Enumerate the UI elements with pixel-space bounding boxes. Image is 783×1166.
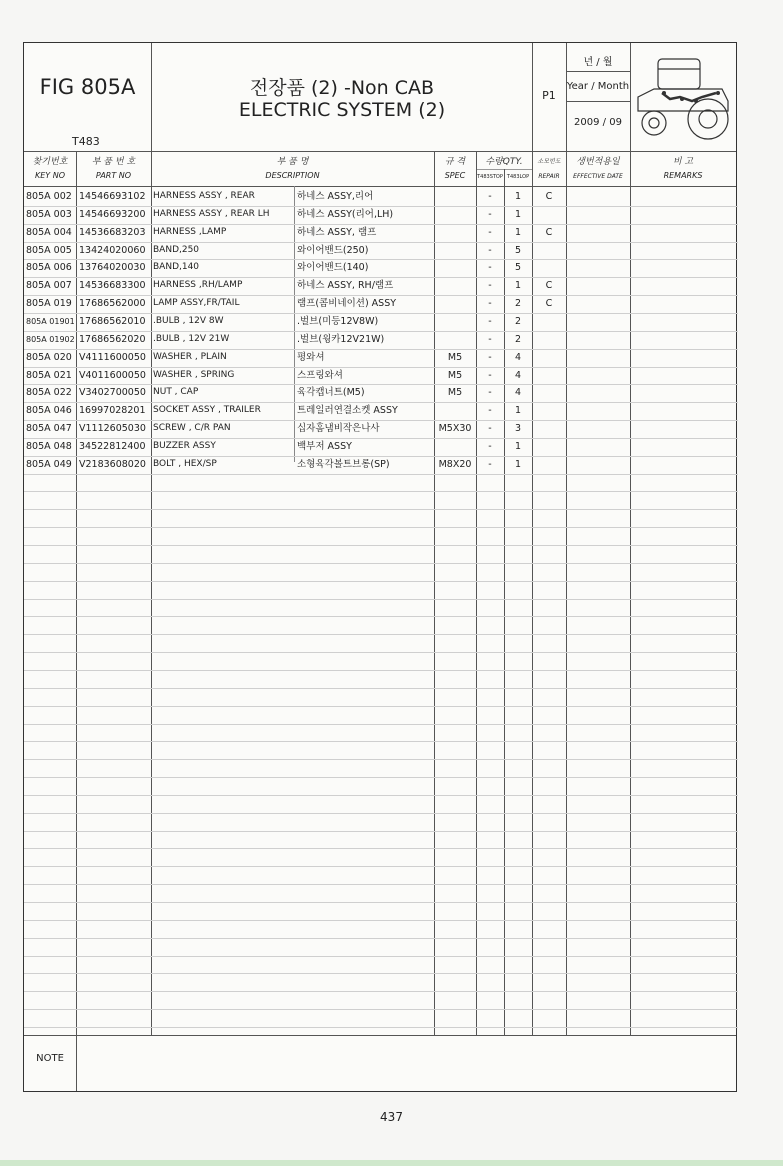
cell-part: 14546693102 bbox=[79, 191, 146, 202]
cell-desc-en: HARNESS ,RH/LAMP bbox=[153, 280, 243, 291]
cell-desc-ko: 램프(콤비네이션) ASSY bbox=[297, 298, 397, 310]
cell-desc-en: WASHER , SPRING bbox=[153, 369, 235, 380]
cell-q2: 4 bbox=[514, 387, 522, 399]
cell-desc-ko: 하네스 ASSY(리어,LH) bbox=[297, 208, 394, 220]
cell-q1: - bbox=[488, 315, 492, 327]
cell-q1: - bbox=[488, 333, 492, 345]
cell-q1: - bbox=[488, 440, 492, 452]
tractor-icon bbox=[632, 49, 736, 147]
cell-q2: 1 bbox=[514, 440, 522, 452]
cell-repair: C bbox=[545, 226, 553, 238]
col-key-ko: 찾기번호 bbox=[32, 157, 68, 167]
row-divider bbox=[24, 1027, 738, 1028]
cell-q1: - bbox=[488, 405, 492, 417]
cell-part: V1112605030 bbox=[79, 423, 146, 435]
cell-key: 805A 021 bbox=[26, 369, 72, 381]
cell-key: 805A 022 bbox=[26, 387, 72, 399]
row-divider bbox=[24, 884, 738, 885]
cell-key: 805A 007 bbox=[26, 280, 72, 292]
year-month-value: 2009 / 09 bbox=[574, 117, 622, 128]
cell-key: 805A 004 bbox=[26, 226, 72, 238]
col-key-en: KEY NO bbox=[34, 171, 65, 180]
cell-part: V4011600050 bbox=[79, 369, 146, 381]
row-divider bbox=[24, 706, 738, 707]
cell-repair: C bbox=[545, 298, 553, 310]
cell-desc-en: SCREW , C/R PAN bbox=[153, 423, 231, 434]
row-divider bbox=[24, 777, 738, 778]
cell-key: 805A 006 bbox=[26, 262, 72, 274]
cell-desc-en: BUZZER ASSY bbox=[153, 440, 216, 451]
cell-desc-ko: 와이어밴드(250) bbox=[297, 244, 369, 256]
cell-desc-en: .BULB , 12V 21W bbox=[153, 333, 230, 344]
row-divider bbox=[24, 563, 738, 564]
cell-repair: C bbox=[545, 280, 553, 292]
row-divider bbox=[24, 545, 738, 546]
row-divider bbox=[24, 920, 738, 921]
row-divider bbox=[24, 866, 738, 867]
cell-key: 805A 020 bbox=[26, 351, 72, 363]
page-label: P1 bbox=[542, 89, 556, 102]
cell-q2: 2 bbox=[514, 333, 522, 345]
row-divider bbox=[24, 1009, 738, 1010]
cell-q1: - bbox=[488, 244, 492, 256]
row-divider bbox=[24, 474, 738, 475]
cell-desc-ko: .벌브(윙카12V21W) bbox=[297, 333, 385, 345]
cell-key: 805A 01901 bbox=[26, 316, 75, 326]
cell-q2: 1 bbox=[514, 226, 522, 238]
cell-q1: - bbox=[488, 191, 492, 202]
row-divider bbox=[24, 652, 738, 653]
row-divider bbox=[24, 527, 738, 528]
cell-desc-ko: 와이어밴드(140) bbox=[297, 262, 369, 274]
cell-q1: - bbox=[488, 369, 492, 381]
cell-q2: 4 bbox=[514, 369, 522, 381]
cell-desc-ko: 하네스 ASSY, 램프 bbox=[297, 226, 377, 238]
cell-q2: 5 bbox=[514, 244, 522, 256]
row-divider bbox=[24, 509, 738, 510]
figure-number: FIG 805A bbox=[39, 75, 136, 99]
parts-sheet bbox=[23, 42, 737, 1092]
row-divider bbox=[24, 813, 738, 814]
cell-q1: - bbox=[488, 226, 492, 238]
row-divider bbox=[24, 599, 738, 600]
cell-q1: - bbox=[488, 458, 492, 470]
cell-q2: 1 bbox=[514, 191, 522, 202]
row-divider bbox=[24, 759, 738, 760]
col-part-en: PART NO bbox=[95, 171, 132, 180]
cell-desc-en: BAND,250 bbox=[153, 244, 200, 255]
col-part-ko: 부 품 번 호 bbox=[91, 157, 136, 167]
col-qty-sub1: T483STOP bbox=[477, 174, 503, 180]
row-divider bbox=[24, 831, 738, 832]
cell-part: 14536683300 bbox=[79, 280, 146, 292]
cell-q1: - bbox=[488, 298, 492, 310]
cell-desc-en: BAND,140 bbox=[153, 262, 200, 273]
cell-q1: - bbox=[488, 280, 492, 292]
cell-desc-en: NUT , CAP bbox=[153, 387, 199, 398]
row-divider bbox=[24, 902, 738, 903]
cell-q1: - bbox=[488, 351, 492, 363]
row-divider bbox=[24, 688, 738, 689]
col-eff-en: EFFECTIVE DATE bbox=[573, 173, 623, 180]
cell-desc-ko: 육각캡너트(M5) bbox=[297, 387, 365, 399]
cell-part: V4111600050 bbox=[79, 351, 146, 363]
cell-q2: 3 bbox=[514, 423, 522, 435]
cell-part: V3402700050 bbox=[79, 387, 146, 399]
cell-part: 14536683203 bbox=[79, 226, 146, 238]
cell-desc-ko: 소형육각볼트브롱(SP) bbox=[297, 458, 390, 470]
cell-key: 805A 005 bbox=[26, 244, 72, 256]
cell-key: 805A 046 bbox=[26, 405, 72, 417]
cell-q2: 2 bbox=[514, 315, 522, 327]
row-divider bbox=[24, 848, 738, 849]
col-qty-sub2: T483LOP bbox=[506, 174, 530, 180]
col-spec-en: SPEC bbox=[444, 171, 466, 180]
cell-q2: 1 bbox=[514, 280, 522, 292]
cell-desc-ko: 평와셔 bbox=[297, 351, 325, 363]
cell-key: 805A 047 bbox=[26, 423, 72, 435]
row-divider bbox=[24, 724, 738, 725]
col-desc-ko: 부 품 명 bbox=[276, 157, 309, 167]
cell-desc-en: HARNESS ASSY , REAR bbox=[153, 191, 255, 201]
cell-desc-ko: .벌브(미등12V8W) bbox=[297, 315, 379, 327]
cell-desc-ko: 백부저 ASSY bbox=[297, 440, 352, 452]
cell-desc-ko: 하네스 ASSY,리어 bbox=[297, 191, 374, 202]
cell-desc-ko: 스프링와셔 bbox=[297, 369, 343, 381]
cell-part: 13764020030 bbox=[79, 262, 146, 274]
row-divider bbox=[24, 491, 738, 492]
cell-desc-en: SOCKET ASSY , TRAILER bbox=[153, 405, 261, 416]
cell-key: 805A 048 bbox=[26, 440, 72, 452]
cell-part: 34522812400 bbox=[79, 440, 146, 452]
cell-q2: 1 bbox=[514, 405, 522, 417]
row-divider bbox=[24, 938, 738, 939]
cell-key: 805A 01902 bbox=[26, 334, 75, 344]
row-divider bbox=[24, 741, 738, 742]
cell-part: 14546693200 bbox=[79, 208, 146, 220]
page-number: 437 bbox=[380, 1110, 403, 1124]
col-remarks-en: REMARKS bbox=[663, 171, 703, 180]
row-divider bbox=[24, 634, 738, 635]
row-divider bbox=[24, 991, 738, 992]
cell-spec: M5 bbox=[447, 369, 463, 381]
row-divider bbox=[24, 581, 738, 582]
cell-key: 805A 002 bbox=[26, 191, 72, 202]
cell-spec: M5 bbox=[447, 387, 463, 399]
cell-part: 16997028201 bbox=[79, 405, 146, 417]
cell-repair: C bbox=[545, 191, 553, 202]
cell-q2: 2 bbox=[514, 298, 522, 310]
cell-part: 17686562000 bbox=[79, 298, 146, 310]
col-spec-ko: 규 격 bbox=[444, 157, 466, 167]
cell-spec: M8X20 bbox=[438, 458, 472, 470]
cell-desc-en: HARNESS ASSY , REAR LH bbox=[153, 208, 270, 219]
cell-part: V2183608020 bbox=[79, 458, 146, 470]
row-divider bbox=[24, 973, 738, 974]
cell-desc-ko: 하네스 ASSY, RH/램프 bbox=[297, 280, 394, 292]
col-repair-en: REPAIR bbox=[538, 173, 560, 180]
cell-spec: M5X30 bbox=[438, 423, 472, 435]
cell-part: 17686562020 bbox=[79, 333, 146, 345]
row-divider bbox=[24, 616, 738, 617]
cell-part: 17686562010 bbox=[79, 315, 146, 327]
cell-q2: 1 bbox=[514, 458, 522, 470]
cell-desc-en: .BULB , 12V 8W bbox=[153, 315, 224, 326]
year-month-label-en: Year / Month bbox=[566, 81, 630, 92]
cell-q2: 1 bbox=[514, 208, 522, 220]
cell-q1: - bbox=[488, 387, 492, 399]
cell-key: 805A 003 bbox=[26, 208, 72, 220]
cell-key: 805A 019 bbox=[26, 298, 72, 310]
col-remarks-ko: 비 고 bbox=[672, 157, 694, 167]
title-english: ELECTRIC SYSTEM (2) bbox=[238, 99, 446, 121]
cell-q1: - bbox=[488, 208, 492, 220]
cell-desc-en: LAMP ASSY,FR/TAIL bbox=[153, 298, 240, 309]
cell-q2: 5 bbox=[514, 262, 522, 274]
title-korean: 전장품 (2) -Non CAB bbox=[249, 77, 435, 99]
cell-desc-en: HARNESS ,LAMP bbox=[153, 226, 227, 237]
year-month-label-ko: 년 / 월 bbox=[583, 57, 613, 68]
note-label: NOTE bbox=[36, 1053, 64, 1064]
cell-q1: - bbox=[488, 423, 492, 435]
cell-q1: - bbox=[488, 262, 492, 274]
cell-key: 805A 049 bbox=[26, 458, 72, 470]
row-divider bbox=[24, 956, 738, 957]
bottom-band bbox=[0, 1160, 783, 1166]
cell-desc-en: WASHER , PLAIN bbox=[153, 351, 227, 362]
cell-desc-ko: 트레일러연결소켓 ASSY bbox=[297, 405, 398, 417]
col-repair-ko: 소모빈도 bbox=[537, 158, 561, 165]
row-divider bbox=[24, 670, 738, 671]
cell-spec: M5 bbox=[447, 351, 463, 363]
col-qty-ko: 수량QTY. bbox=[485, 157, 523, 167]
cell-part: 13424020060 bbox=[79, 244, 146, 256]
cell-desc-ko: 십자홈냄비작은나사 bbox=[297, 423, 380, 435]
cell-desc-en: BOLT , HEX/SP bbox=[153, 458, 217, 469]
col-eff-ko: 생번적용일 bbox=[576, 157, 620, 167]
model-code: T483 bbox=[72, 135, 100, 148]
col-desc-en: DESCRIPTION bbox=[265, 171, 320, 180]
cell-q2: 4 bbox=[514, 351, 522, 363]
row-divider bbox=[24, 795, 738, 796]
